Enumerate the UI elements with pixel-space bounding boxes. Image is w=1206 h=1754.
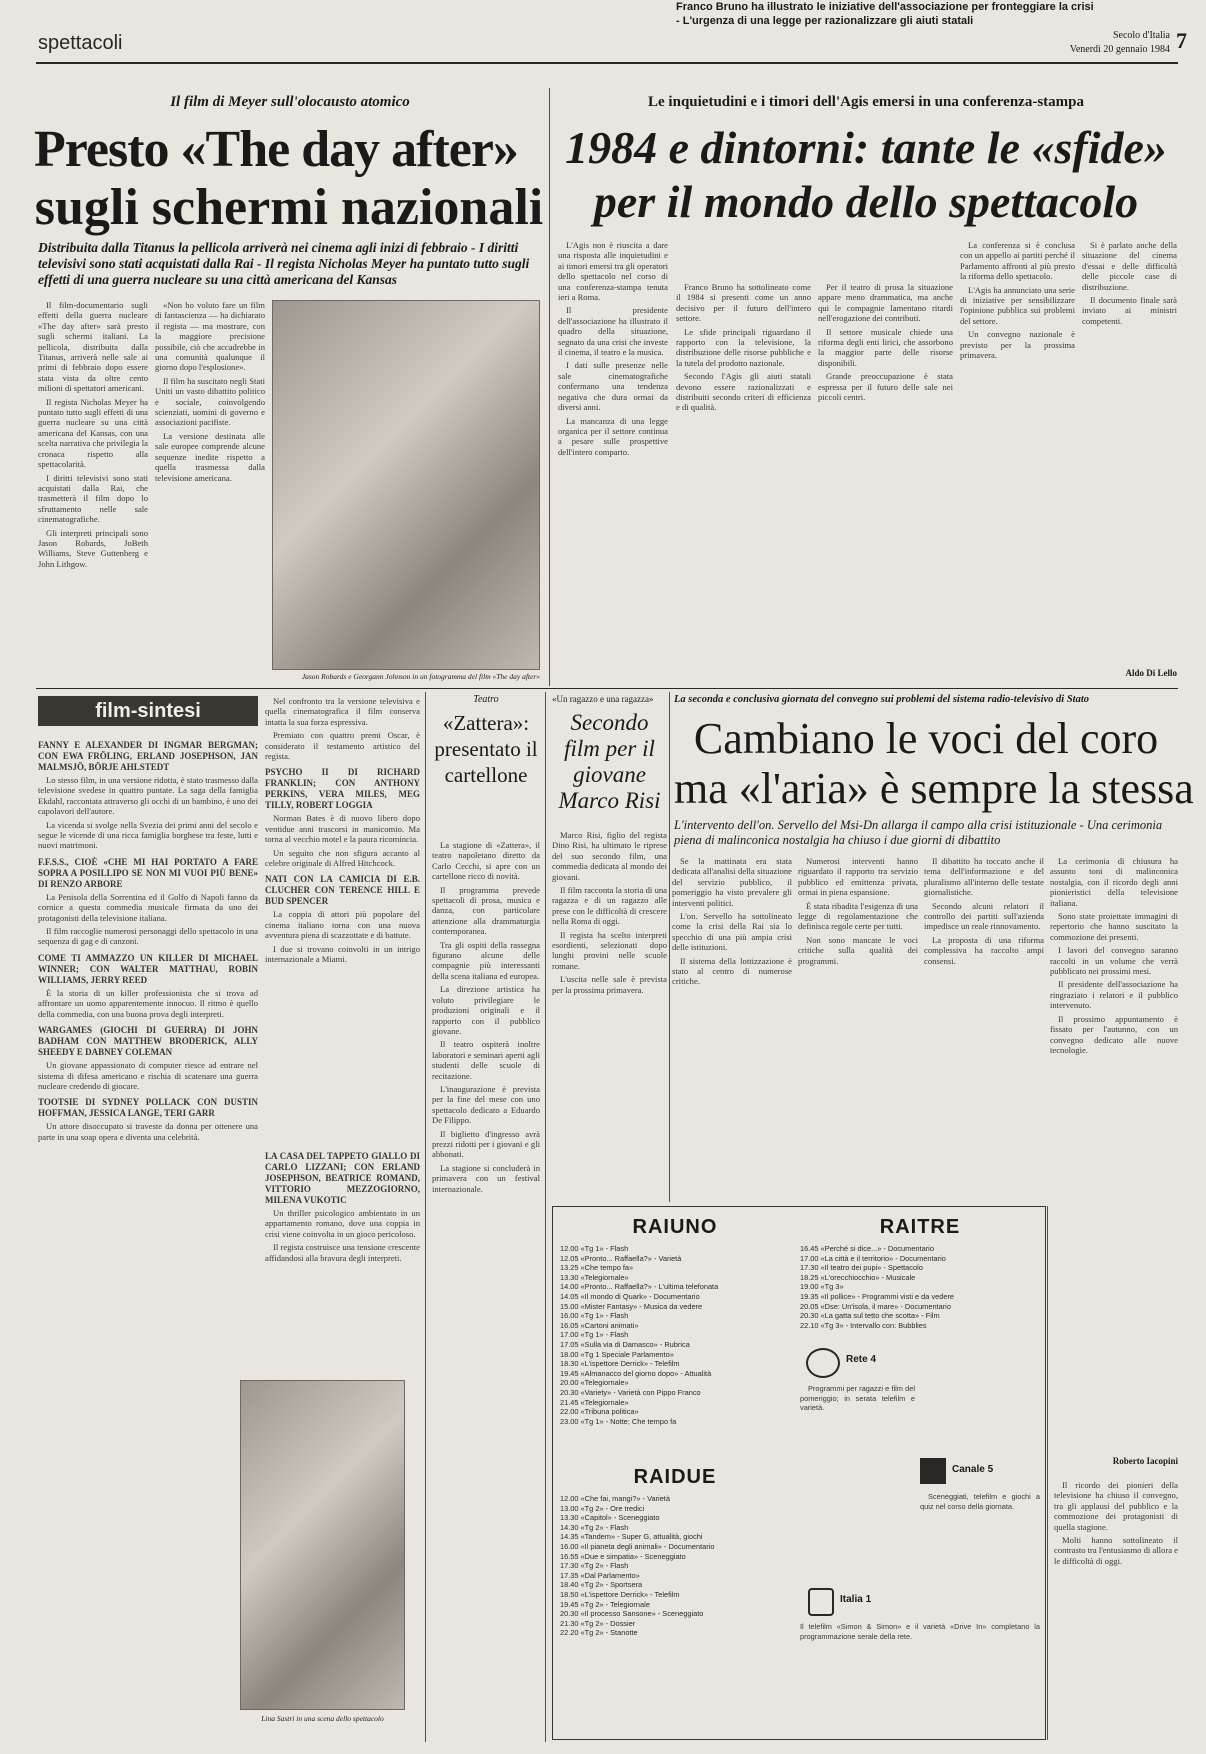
italia1-logo-icon — [808, 1588, 834, 1616]
risi-kicker: «Un ragazzo e una ragazza» — [552, 694, 654, 704]
raiuno-logo: RAIUNO — [632, 1216, 718, 1238]
filmsintesi-entry: COME TI AMMAZZO UN KILLER DI MICHAEL WINNER; CON WALTER MATTHAU, ROBIN WILLIAMS, JERRY REED — [38, 952, 258, 985]
filmsintesi-entry: WARGAMES (GIOCHI DI GUERRA) DI JOHN BADHAM CON MATTHEW BRODERICK, ALLY SHEEDY E DABNEY COLEMAN — [38, 1025, 258, 1058]
article1-summary: Distribuita dalla Titanus la pellicola arriverà nei cinema agli inizi di febbraio - I diritti televisivi sono stati acquistati dalla Rai - Il regista Nicholas Meyer ha puntato tutto sugli effetti di una guerra nucleare su una città americana del Kansas — [38, 240, 530, 287]
filmsintesi-entry: FANNY E ALEXANDER DI INGMAR BERGMAN; CON EWA FRÖLING, ERLAND JOSEPHSON, JAN MALMSJÖ, BÖRJE AHLSTEDT — [38, 740, 258, 772]
filmsintesi-banner-label: film-sintesi — [95, 699, 201, 722]
filmsintesi-entry: NATI CON LA CAMICIA DI E.B. CLUCHER CON TERENCE HILL E BUD SPENCER — [265, 874, 420, 907]
article2-column-4: La conferenza si è conclusa con un appello ai partiti perché il Parlamento affronti al più presto la riforma dello spettacolo. L'Agis ha annunciato una serie di iniziative per sensibilizzare l'opinione pubblica sui problemi del settore. Un convegno nazionale è previsto per la prossima primavera. — [960, 240, 1075, 361]
article1-column-2: «Non ho voluto fare un film di fantascienza — ha dichiarato il regista — ma mostrare, con la maggiore precisione possibile, ciò che accadrebbe in una comunità qualunque il giorno dopo l'esplosione». Il film ha suscitato negli Stati Uniti un vasto dibattito politico e sociale, coinvolgendo scienziati, uomini di governo e associazioni pacifiste. La versione destinata alle sale europee comprende alcune sequenze inedite rispetto a quella trasmessa dalla televisione americana. — [155, 300, 265, 483]
article2-title-line1: 1984 e dintorni: tante le «sfide» — [565, 122, 1167, 173]
filmsintesi-column-1: FANNY E ALEXANDER DI INGMAR BERGMAN; CON EWA FRÖLING, ERLAND JOSEPHSON, JAN MALMSJÖ, BÖRJE AHLSTEDT Lo stesso film, in una versione ridotta, è stato trasmesso dalla televisione svedese in quattro puntate. La saga della famiglia Ekdahl, raccontata attraverso gli occhi di un bambino, è uno dei capolavori dell'autore. La vicenda si svolge nella Svezia dei primi anni del secolo e segue le vicende di una ricca famiglia borghese tra feste, lutti e nuovi matrimoni. F.F.S.S., CIOÈ «CHE MI HAI PORTATO A FARE SOPRA A POSILLIPO SE NON MI VUOI PIÙ BENE» DI RENZO ARBORE La Penisola della Sorrentina ed il Golfo di Napoli fanno da cornice a questa commedia musicale firmata da uno dei protagonisti della televisione italiana. Il film raccoglie numerosi personaggi dello spettacolo in una sequenza di gag e di canzoni. COME TI AMMAZZO UN KILLER DI MICHAEL WINNER; CON WALTER MATTHAU, ROBIN WILLIAMS, JERRY REED È la storia di un killer professionista che si trova ad affrontare un uomo apparentemente innocuo. Il ritmo è quello della commedia, con una buona prova degli interpreti. WARGAMES (GIOCHI DI GUERRA) DI JOHN BADHAM CON MATTHEW BRODERICK, ALLY SHEEDY E DABNEY COLEMAN Un giovane appassionato di computer riesce ad entrare nel sistema di difesa americano e rischia di scatenare una guerra nucleare credendo di giocare. TOOTSIE DI SYDNEY POLLACK CON DUSTIN HOFFMAN, JESSICA LANGE, TERI GARR Un attore disoccupato si traveste da donna per ottenere una parte in una soap opera e diventa una celebrità. — [38, 740, 258, 1142]
canale5-text: Sceneggiati, telefilm e giochi a quiz nel corso della giornata. — [920, 1492, 1040, 1511]
article2-column-5: Si è parlato anche della situazione del cinema d'essai e delle difficoltà delle piccole case di distribuzione. Il documento finale sarà inviato ai ministri competenti. — [1082, 240, 1177, 326]
divider-risi — [669, 692, 670, 1202]
article2-signature: Aldo Di Lello — [1125, 668, 1177, 678]
filmsintesi-entry: LA CASA DEL TAPPETO GIALLO DI CARLO LIZZANI; CON ERLAND JOSEPHSON, BEATRICE ROMAND, VITTORIO MEZZOGIORNO, MILENA VUKOTIC — [265, 1151, 420, 1205]
raitre-logo: RAITRE — [879, 1216, 961, 1238]
filmsintesi-entry: F.F.S.S., CIOÈ «CHE MI HAI PORTATO A FARE SOPRA A POSILLIPO SE NON MI VUOI PIÙ BENE» DI RENZO ARBORE — [38, 856, 258, 889]
canale5-logo-icon — [920, 1458, 946, 1484]
raitre-list: 16.45 «Perché si dice...» - Documentario 17.00 «La città e il territorio» - Documentario 17.30 «Il teatro dei pupi» - Spettacolo 18.25 «L'orecchiocchio» - Musicale 19.00 «Tg 3» 19.35 «Il pollice» - Programmi visti e da vedere 20.05 «Dse: Un'isola, il mare» - Documentario 20.30 «La gatta sul tetto che scotta» - Film 22.10 «Tg 3» - Intervallo con: Bubblies — [800, 1244, 955, 1330]
canale5-label: Canale 5 — [952, 1464, 994, 1475]
teatro-title: «Zattera»: presentato il cartellone — [434, 711, 538, 787]
column-divider-top — [549, 88, 550, 686]
divider-tv — [1047, 1206, 1048, 1740]
rete4-text: Programmi per ragazzi e film del pomeriggio; in serata telefilm e varietà. — [800, 1384, 915, 1413]
article2-subtitle: Franco Bruno ha illustrato le iniziative dell'associazione per fronteggiare la crisi - L'urgenza di una legge per razionalizzare gli aiuti statali — [676, 1, 1094, 27]
coro-column-1: Se la mattinata era stata dedicata all'analisi della situazione del servizio pubblico, il pomeriggio ha visto prevalere gli interventi politici. L'on. Servello ha sottolineato come la crisi della Rai sia lo specchio di una più ampia crisi delle istituzioni. Il sistema della lottizzazione è stato al centro di numerose critiche. — [672, 856, 792, 987]
article1-title-line2: sugli schermi nazionali — [34, 179, 544, 236]
coro-signature: Roberto Iacopini — [1112, 1456, 1178, 1466]
coro-tail-column: Il ricordo dei pionieri della televisione ha chiuso il convegno, tra gli applausi del pubblico e la commozione dei protagonisti di quella stagione. Molti hanno sottolineato il contrasto tra l'entusiasmo di allora e le difficoltà di oggi. — [1054, 1480, 1178, 1566]
middle-rule — [36, 688, 1178, 689]
raiuno-list: 12.00 «Tg 1» - Flash 12.05 «Pronto... Raffaella?» - Varietà 13.25 «Che tempo fa» 13.30 «Telegiornale» 14.00 «Pronto... Raffaella?» - L'ultima telefonata 14.05 «Il mondo di Quark» - Documentario 15.00 «Mister Fantasy» - Musica da vedere 16.00 «Tg 1» - Flash 16.05 «Cartoni animati» 17.00 «Tg 1» - Flash 17.05 «Sulla via di Damasco» - Rubrica 18.00 «Tg 1 Speciale Parlamento» 18.30 «L'ispettore Derrick» - Telefilm 19.45 «Almanacco del giorno dopo» - Attualità 20.00 «Telegiornale» 20.30 «Variety» - Varietà con Pippo Franco 21.45 «Telegiornale» 22.00 «Tribuna politica» 23.00 «Tg 1» - Notte; Che tempo fa — [560, 1244, 719, 1426]
newspaper-name: Secolo d'Italia — [1112, 30, 1170, 41]
article2-column-1: L'Agis non è riuscita a dare una risposta alle inquietudini e ai timori emersi tra gli operatori dello spettacolo nel corso di una conferenza-stampa tenuta ieri a Roma. Il presidente dell'associazione ha illustrato il quadro della situazione, segnato da una crisi che investe il cinema, il teatro e la musica. I dati sulle presenze nelle sale cinematografiche confermano una tendenza negativa che dura ormai da diversi anni. La mancanza di una legge organica per il settore continua a pesare sulle prospettive dell'intero comparto. — [558, 240, 668, 457]
filmsintesi-entry: PSYCHO II DI RICHARD FRANKLIN; CON ANTHONY PERKINS, VERA MILES, MEG TILLY, ROBERT LOGGIA — [265, 767, 420, 811]
coro-column-4: La cerimonia di chiusura ha assunto toni di malinconica nostalgia, con il ricordo degli anni pionieristici della televisione italiana. Sono state proiettate immagini di repertorio che hanno suscitato la commozione dei presenti. I lavori del convegno saranno raccolti in un volume che verrà pubblicato nei prossimi mesi. Il presidente dell'associazione ha ringraziato i relatori e il pubblico intervenuto. Il prossimo appuntamento è fissato per l'autunno, con un convegno dedicato alle nuove tecnologie. — [1050, 856, 1178, 1055]
risi-title: Secondo film per il giovane Marco Risi — [558, 710, 661, 813]
issue-date: Venerdì 20 gennaio 1984 — [1069, 44, 1170, 55]
coro-column-3: Il dibattito ha toccato anche il tema dell'informazione e del pluralismo all'interno delle testate giornalistiche. Secondo alcuni relatori il controllo dei partiti sull'azienda impedisce un reale rinnovamento. La proposta di una riforma complessiva ha raccolto ampi consensi. — [924, 856, 1044, 966]
page-number: 7 — [1176, 28, 1187, 53]
coro-title-line1: Cambiano le voci del coro — [693, 714, 1159, 763]
italia1-label: Italia 1 — [840, 1594, 872, 1605]
article2-column-2: Franco Bruno ha sottolineato come il 1984 si presenti come un anno decisivo per il futuro dell'intero settore. Le sfide principali riguardano il rapporto con la televisione, la distribuzione delle risorse pubbliche e la tutela del prodotto nazionale. Secondo l'Agis gli aiuti statali devono essere razionalizzati e distribuiti secondo criteri di efficienza e di qualità. — [676, 282, 811, 413]
filmsintesi-column-2: Nel confronto tra la versione televisiva e quella cinematografica il film conserva intatta la sua forza espressiva. Premiato con quattro premi Oscar, è considerato il testamento artistico del regista. PSYCHO II DI RICHARD FRANKLIN; CON ANTHONY PERKINS, VERA MILES, MEG TILLY, ROBERT LOGGIA Norman Bates è di nuovo libero dopo ventidue anni trascorsi in manicomio. Ma torna al vecchio motel e la paura ricomincia. Un seguito che non sfigura accanto al celebre originale di Alfred Hitchcock. NATI CON LA CAMICIA DI E.B. CLUCHER CON TERENCE HILL E BUD SPENCER La coppia di attori più popolare del cinema italiano torna con una nuova avventura piena di scazzottate e di battute. I due si trovano coinvolti in un intrigo internazionale a Miami. — [265, 696, 420, 965]
raidue-logo: RAIDUE — [633, 1466, 717, 1488]
article1-photo — [272, 300, 540, 670]
filmsintesi-banner — [38, 696, 258, 726]
article1-kicker: Il film di Meyer sull'olocausto atomico — [170, 94, 410, 110]
rete4-logo-icon — [806, 1348, 840, 1378]
section-label: spettacoli — [38, 32, 123, 54]
rete4-label: Rete 4 — [846, 1354, 877, 1365]
teatro-column: La stagione di «Zattera», il teatro napoletano diretto da Carlo Cecchi, si apre con un cartellone ricco di novità. Il programma prevede spettacoli di prosa, musica e danza, con particolare attenzione alla drammaturgia contemporanea. Tra gli ospiti della rassegna figurano alcune delle compagnie più interessanti della scena italiana ed europea. La direzione artistica ha voluto privilegiare le produzioni originali e il rapporto con il pubblico giovane. Il teatro ospiterà inoltre laboratori e seminari aperti agli studenti delle scuole di recitazione. L'inaugurazione è prevista per la fine del mese con uno spettacolo dedicato a Eduardo De Filippo. Il biglietto d'ingresso avrà prezzi ridotti per i giovani e gli abbonati. La stagione si concluderà in primavera con un festival internazionale. — [432, 840, 540, 1194]
teatro-kicker: Teatro — [473, 694, 499, 705]
article1-photo-caption: Jason Robards e Georgann Johnson in un fotogramma del film «The day after» — [301, 672, 540, 681]
teatro-photo — [240, 1380, 405, 1710]
teatro-photo-caption: Lina Sastri in una scena dello spettacolo — [261, 1714, 384, 1723]
divider-teatro — [545, 692, 546, 1742]
coro-subtitle: L'intervento dell'on. Servello del Msi-Dn allarga il campo alla crisi istituzionale - Una cerimonia piena di malinconica nostalgia ha chiuso i due giorni di dibattito — [674, 818, 1163, 847]
coro-title-line2: ma «l'aria» è sempre la stessa — [674, 764, 1194, 813]
filmsintesi-column-2b: LA CASA DEL TAPPETO GIALLO DI CARLO LIZZANI; CON ERLAND JOSEPHSON, BEATRICE ROMAND, VITTORIO MEZZOGIORNO, MILENA VUKOTIC Un thriller psicologico ambientato in un appartamento romano, dove una coppia in crisi viene coinvolta in un gioco pericoloso. Il regista costruisce una tensione crescente affidandosi alla bravura degli interpreti. — [265, 1151, 420, 1263]
article2-title-line2: per il mondo dello spettacolo — [593, 176, 1139, 227]
article2-column-3: Per il teatro di prosa la situazione appare meno drammatica, ma anche qui le compagnie lamentano ritardi nell'erogazione dei contributi. Il settore musicale chiede una riforma degli enti lirici, che assorbono la maggior parte delle risorse disponibili. Grande preoccupazione è stata espressa per il futuro delle sale nei piccoli centri. — [818, 282, 953, 403]
coro-kicker: La seconda e conclusiva giornata del convegno sui problemi del sistema radio-televisivo di Stato — [674, 694, 1090, 705]
article2-kicker: Le inquietudini e i timori dell'Agis emersi in una conferenza-stampa — [648, 94, 1084, 110]
article1-title-line1: Presto «The day after» — [34, 121, 518, 178]
article1-column-1: Il film-documentario sugli effetti della guerra nucleare «The day after» sarà presto sugli schermi italiani. La pellicola, distribuita dalla Titanus, arriverà nelle sale ai primi di febbraio dopo essere stata vista da oltre cento milioni di spettatori americani. Il regista Nicholas Meyer ha puntato tutto sugli effetti di una guerra nucleare su una città americana del Kansas, con una scelta narrativa che privilegia la cronaca rispetto alla spettacolarità. I diritti televisivi sono stati acquistati dalla Rai, che trasmetterà il film dopo lo sfruttamento nelle sale cinematografiche. Gli interpreti principali sono Jason Robards, JoBeth Williams, Steve Guttenberg e John Lithgow. — [38, 300, 148, 569]
italia1-text: Il telefilm «Simon & Simon» e il varietà «Drive In» completano la programmazione serale della rete. — [800, 1622, 1040, 1641]
header-rule — [36, 62, 1178, 64]
raidue-list: 12.00 «Che fai, mangi?» - Varietà 13.00 «Tg 2» - Ore tredici 13.30 «Capitol» - Sceneggiato 14.30 «Tg 2» - Flash 14.35 «Tandem» - Super G, attualità, giochi 16.00 «Il pianeta degli animali» - Documentario 16.55 «Due e simpatia» - Sceneggiato 17.30 «Tg 2» - Flash 17.35 «Dal Parlamento» 18.40 «Tg 2» - Sportsera 18.50 «L'ispettore Derrick» - Telefilm 19.45 «Tg 2» - Telegiornale 20.30 «Il processo Sansone» - Sceneggiato 21.30 «Tg 2» - Dossier 22.20 «Tg 2» - Stanotte — [560, 1494, 715, 1638]
filmsintesi-entry: TOOTSIE DI SYDNEY POLLACK CON DUSTIN HOFFMAN, JESSICA LANGE, TERI GARR — [38, 1097, 258, 1119]
divider-filmsintesi — [425, 692, 426, 1742]
risi-column-1: Marco Risi, figlio del regista Dino Risi, ha ultimato le riprese del suo secondo film, una commedia dedicata al mondo dei giovani. Il film racconta la storia di una ragazza e di un ragazzo alle prese con le difficoltà di crescere nella Roma di oggi. Il regista ha scelto interpreti esordienti, selezionati dopo lunghi provini nelle scuole romane. L'uscita nelle sale è prevista per la prossima primavera. — [552, 830, 667, 995]
coro-column-2: Numerosi interventi hanno riguardato il rapporto tra servizio pubblico ed emittenza privata, ormai in piena espansione. È stata ribadita l'esigenza di una legge di regolamentazione che definisca regole certe per tutti. Non sono mancate le voci critiche sulla qualità dei programmi. — [798, 856, 918, 966]
